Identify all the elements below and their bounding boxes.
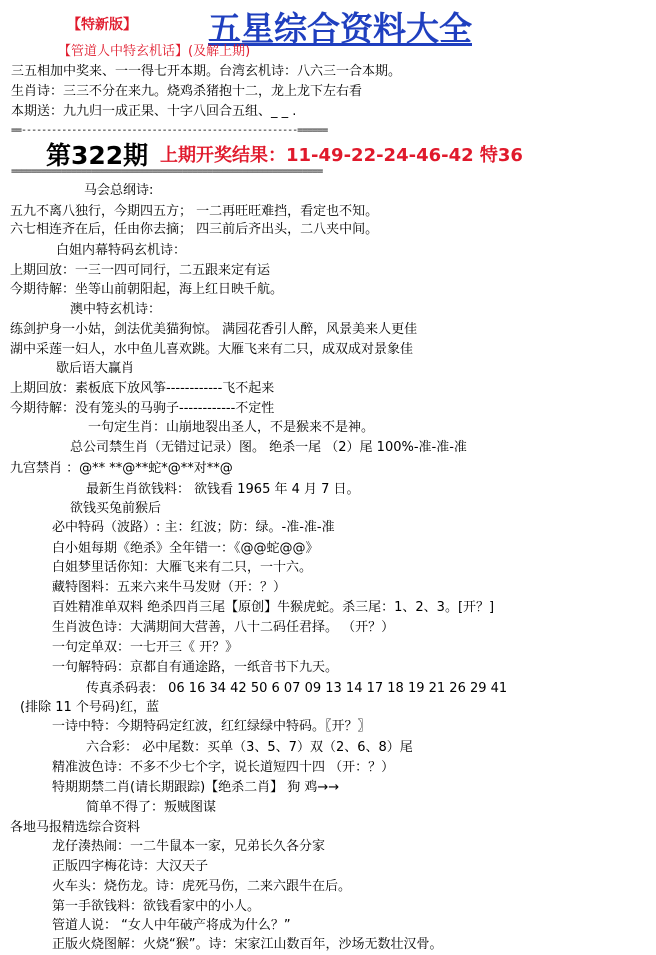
text-line: 龙仔湊热闹：一二牛鼠本一家，兄弟长久各分家 xyxy=(52,839,326,854)
edition-tag: 【特新版】 xyxy=(67,17,137,33)
text-line: 火车头：烧伤龙。诗：虎死马伤，二来六跟牛在后。 xyxy=(52,879,352,894)
text-line: 上期回放：素板底下放风筝------------飞不起来 xyxy=(10,381,275,396)
text-line: 湖中采莲一妇人，水中鱼儿喜欢跳。大雁飞来有二只，成双成对景象佳 xyxy=(10,342,414,357)
text-line: 一句定生肖：山崩地裂出圣人，不是猴来不是神。 xyxy=(88,420,375,435)
text-line: 六合彩： 必中尾数：买单（3、5、7）双（2、6、8）尾 xyxy=(86,740,413,755)
intro-line: 本期送：九九归一成正果、十字八回合五组、_ _ . xyxy=(11,104,297,119)
text-line: 管道人说： “女人中年破产将成为什么？” xyxy=(52,918,291,933)
text-line: 六七相连齐在后，任由你去摘； 四三前后齐出头，二八夹中间。 xyxy=(10,222,379,237)
main-title: 五星综合资料大全 xyxy=(208,9,472,48)
text-line: 精准波色诗：不多不少七个字，说长道短四十四 （开：？） xyxy=(52,760,395,775)
period-label: 第322期 xyxy=(46,141,149,170)
text-line: 练剑护身一小姑，剑法优美猫狗惊。 满园花香引人醉，风景美来人更佳 xyxy=(10,322,418,337)
text-line: 今期待解：坐等山前朝阳起，海上红日映千航。 xyxy=(10,282,284,297)
text-line: 传真杀码表： 06 16 34 42 50 6 07 09 13 14 17 18 19 21 26 29 41 xyxy=(86,681,508,696)
section-heading: 各地马报精选综合资料 xyxy=(10,820,141,835)
text-line: 欲钱买兔前猴后 xyxy=(70,501,162,516)
text-line: 一诗中特：今期特码定红波，红红绿绿中特码。〖开？〗 xyxy=(52,719,371,734)
text-line: 一句解特码：京都自有通途路，一纸音书下九天。 xyxy=(52,660,339,675)
section-heading: 澳中特玄机诗： xyxy=(70,302,162,317)
text-line: 生肖波色诗：大满期间大营善，八十二码任君择。 （开？） xyxy=(52,620,395,635)
last-result: 上期开奖结果：11-49-22-24-46-42 特36 xyxy=(160,145,523,166)
text-line: 上期回放：一三一四可同行，二五跟来定有运 xyxy=(10,263,271,278)
section-heading: 歇后语大赢肖 xyxy=(56,361,135,376)
text-line: 最新生肖欲钱料： 欲钱看 1965 年 4 月 7 日。 xyxy=(86,482,360,497)
intro-line: 三五相加中奖来、一一得七开本期。台湾玄机诗：八六三一合本期。 xyxy=(11,64,402,79)
text-line: 简单不得了：叛贼图谋 xyxy=(86,800,217,815)
intro-line: 生肖诗：三三不分在来九。烧鸡杀猪抱十二，龙上龙下左右看 xyxy=(11,84,363,99)
subtitle: 【管道人中特玄机话】(及解上期) xyxy=(58,44,251,59)
text-line: 百姓精准单双料 绝杀四肖三尾【原创】牛猴虎蛇。杀三尾：1、2、3。[开？] xyxy=(52,600,495,615)
text-line: 五九不离八独行，今期四五方； 一二再旺旺难挡，看定也不知。 xyxy=(10,204,379,219)
divider: ============================================================== xyxy=(11,166,323,177)
text-line: 总公司禁生肖（无错过记录）图。 绝杀一尾 （2）尾 100%-准-准-准 xyxy=(70,440,467,455)
text-line: (排除 11 个号码)红，蓝 xyxy=(20,700,159,715)
text-line: 正版四字梅花诗：大汉天子 xyxy=(52,859,209,874)
text-line: 白小姐每期《绝杀》全年错一：《@@蛇@@》 xyxy=(52,541,319,556)
text-line: 白姐梦里话你知：大雁飞来有二只，一十六。 xyxy=(52,560,313,575)
text-line: 藏特图料：五来六来牛马发财（开：？） xyxy=(52,580,287,595)
text-line: 正版火烧图解：火烧“猴”。诗：宋家江山数百年，沙场无数壮汉骨。 xyxy=(52,937,443,952)
text-line: 一句定单双：一七开三《 开？》 xyxy=(52,640,239,655)
text-line: 特期期禁二肖(请长期跟踪)【绝杀二肖】 狗 鸡→→ xyxy=(52,780,340,795)
text-line: 必中特码（波路）: 主：红波；防：绿。-准-准-准 xyxy=(52,520,335,535)
text-line: 今期待解：没有笼头的马驹子------------不定性 xyxy=(10,401,275,416)
text-line: 九宫禁肖 ：@** **@**蛇*@**对**@ xyxy=(10,461,233,476)
divider: ==-------------------------------------------------------====== xyxy=(11,125,328,136)
text-line: 第一手欲钱料：欲钱看家中的小人。 xyxy=(52,899,261,914)
section-heading: 马会总纲诗: xyxy=(84,183,154,198)
section-heading: 白姐内幕特码玄机诗： xyxy=(56,243,187,258)
